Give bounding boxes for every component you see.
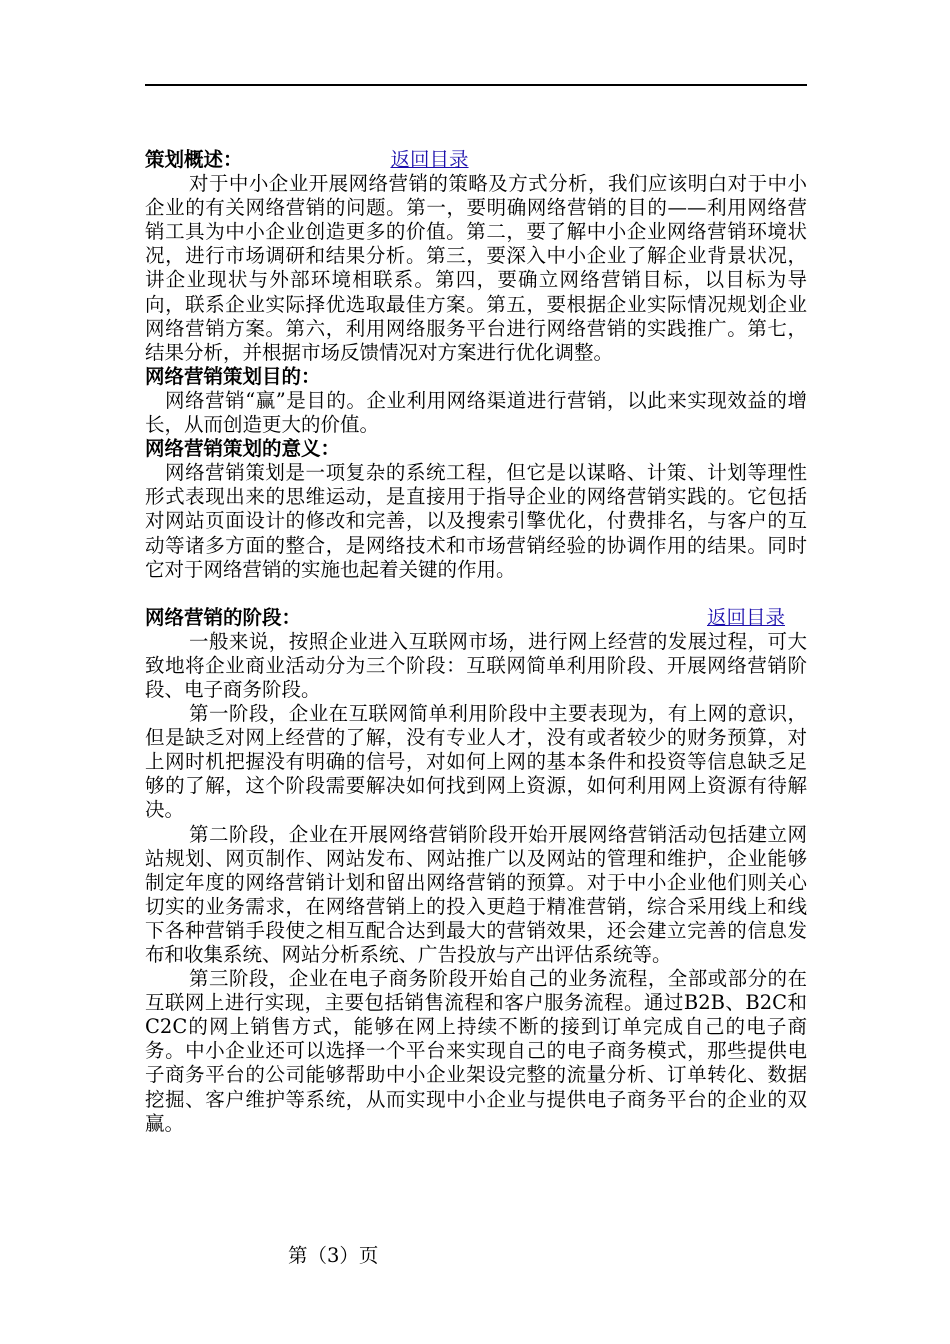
stages-paragraph-stage3: 第三阶段，企业在电子商务阶段开始自己的业务流程，全部或部分的在互联网上进行实现，主要包括销售流程和客户服务流程。通过B2B、B2C和C2C的网上销售方式，能够在网上持续不断的接到订单完成自己的电子商务。中小企业还可以选择一个平台来实现自己的电子商务模式，那些提供电子商务平台的公司能够帮助中小企业架设完整的流量分析、订单转化、数据挖掘、客户维护等系统，从而实现中小企业与提供电子商务平台的企业的双赢。 [145, 967, 807, 1135]
meaning-paragraph: 网络营销策划是一项复杂的系统工程，但它是以谋略、计策、计划等理性形式表现出来的思维运动，是直接用于指导企业的网络营销实践的。它包括对网站页面设计的修改和完善，以及搜索引擎优化，付费排名，与客户的互动等诸多方面的整合，是网络技术和市场营销经验的协调作用的结果。同时它对于网络营销的实施也起着关键的作用。 [145, 461, 807, 581]
purpose-heading: 网络营销策划目的： [145, 364, 321, 388]
section-spacer [145, 582, 807, 606]
stages-paragraph-intro: 一般来说，按照企业进入互联网市场，进行网上经营的发展过程，可大致地将企业商业活动分为三个阶段：互联网简单利用阶段、开展网络营销阶段、电子商务阶段。 [145, 629, 807, 701]
stages-paragraph-stage2: 第二阶段，企业在开展网络营销阶段开始开展网络营销活动包括建立网站规划、网页制作、网站发布、网站推广以及网站的管理和维护，企业能够制定年度的网络营销计划和留出网络营销的预算。对于中小企业他们则关心切实的业务需求，在网络营销上的投入更趋于精准营销，综合采用线上和线下各种营销手段使之相互配合达到最大的营销效果，还会建立完善的信息发布和收集系统、网站分析系统、广告投放与产出评估系统等。 [145, 822, 807, 966]
overview-paragraph: 对于中小企业开展网络营销的策略及方式分析，我们应该明白对于中小企业的有关网络营销的问题。第一，要明确网络营销的目的——利用网络营销工具为中小企业创造更多的价值。第二，要了解中小企业网络营销环境状况，进行市场调研和结果分析。第三，要深入中小企业了解企业背景状况，讲企业现状与外部环境相联系。第四，要确立网络营销目标，以目标为导向，联系企业实际择优选取最佳方案。第五，要根据企业实际情况规划企业网络营销方案。第六，利用网络服务平台进行网络营销的实践推广。第七，结果分析，并根据市场反馈情况对方案进行优化调整。 [145, 172, 807, 364]
stages-paragraph-stage1: 第一阶段，企业在互联网简单利用阶段中主要表现为，有上网的意识，但是缺乏对网上经营的了解，没有专业人才，没有或者较少的财务预算，对上网时机把握没有明确的信号，对如何上网的基本条件和投资等信息缺乏足够的了解，这个阶段需要解决如何找到网上资源，如何利用网上资源有待解决。 [145, 702, 807, 822]
header-rule [145, 84, 807, 86]
meaning-heading: 网络营销策划的意义： [145, 437, 341, 461]
page-number: 第（3）页 [288, 1244, 379, 1267]
document-body [145, 148, 807, 1136]
back-to-toc-link[interactable]: 返回目录 [390, 148, 469, 171]
stages-heading-row [145, 606, 807, 630]
back-to-toc-link[interactable]: 返回目录 [706, 605, 785, 629]
stages-heading: 网络营销的阶段： [145, 605, 302, 629]
overview-heading-row [145, 148, 807, 172]
purpose-paragraph: 网络营销“赢”是目的。企业利用网络渠道进行营销，以此来实现效益的增长，从而创造更大的价值。 [145, 388, 807, 437]
overview-heading: 策划概述： [145, 148, 243, 171]
